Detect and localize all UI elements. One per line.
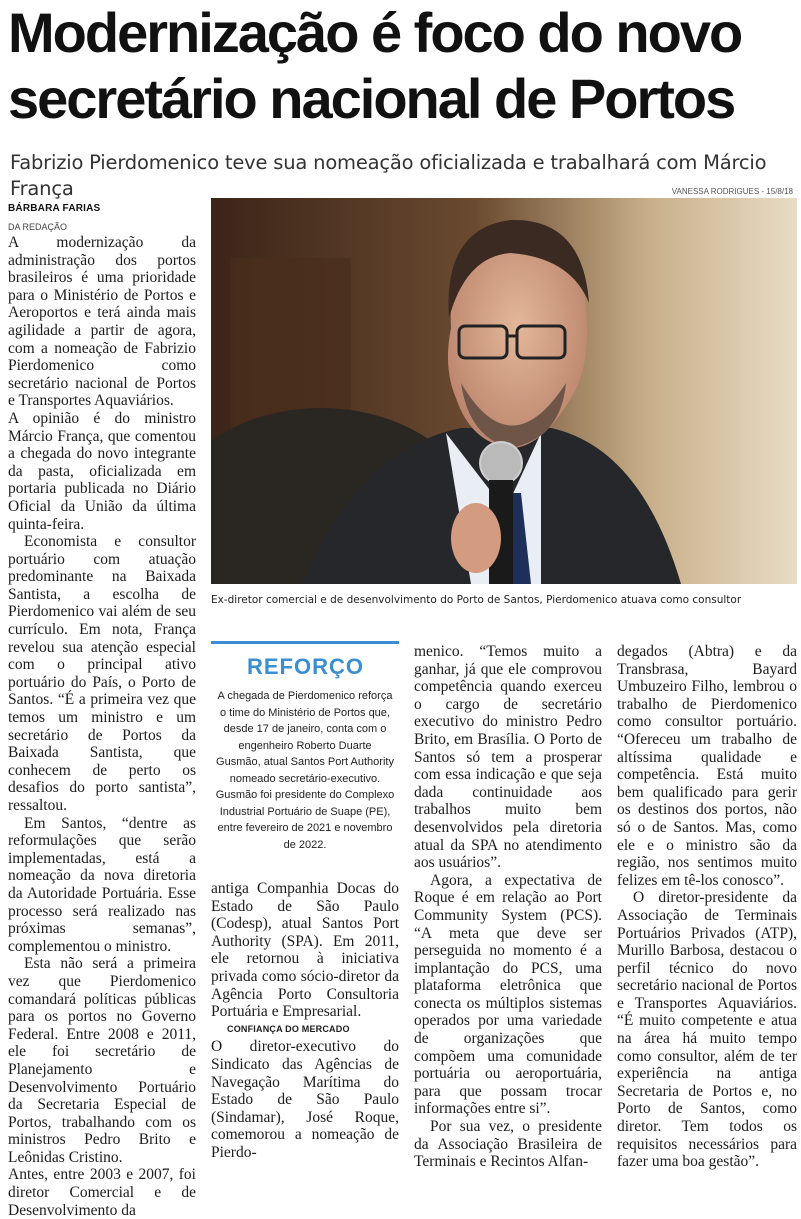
paragraph: Esta não será a primeira vez que Pierdomenico comandará políticas públicas para os portos no Governo Federal. Entre 2008 e 2011, ele foi secretário de Planejamento e Desenvolvimento Portuário da Secretaria Especial de Portos, trabalhando com os ministros Pedro Brito e Leônidas Cristino. <box>8 955 196 1166</box>
author-byline: BÁRBARA FARIAS <box>8 203 101 214</box>
paragraph: O diretor-presidente da Associação de Terminais Portuários Privados (ATP), Murillo Barbosa, destacou o perfil técnico do novo secretário nacional de Portos e Transportes Aquaviários. “É muito competente e atua na área há muito tempo como consultor, além de ter experiência na antiga Secretaria de Portos e, no Porto de Santos, como diretor. Tem todos os requisitos necessários para fazer uma boa gestão”. <box>617 889 797 1171</box>
column-4 <box>617 643 797 1171</box>
headline: Modernização é foco do novo secretário nacional de Portos <box>8 1 742 130</box>
portrait-photo-illustration <box>211 198 797 584</box>
desk-label: DA REDAÇÃO <box>8 222 68 232</box>
paragraph: O diretor-executivo do Sindicato das Agências de Navegação Marítima do Estado de São Paulo (Sindamar), José Roque, comemorou a nomeação de Pierdo- <box>211 1038 399 1161</box>
paragraph: Antes, entre 2003 e 2007, foi diretor Comercial e de Desenvolvimento da <box>8 1166 196 1219</box>
portrait-photo <box>211 198 797 584</box>
paragraph: antiga Companhia Docas do Estado de São Paulo (Codesp), atual Santos Port Authority (SPA). Em 2011, ele retornou à iniciativa privada como sócio-diretor da Agência Porto Consultoria Portuária e Empresarial. <box>211 880 399 1021</box>
paragraph: menico. “Temos muito a ganhar, já que ele comprovou competência quando exerceu o cargo de secretário executivo do ministro Pedro Brito, em Brasília. O Porto de Santos só tem a prosperar com essa indicação e que seja dada continuidade aos trabalhos muito bem desenvolvidos pela diretoria atual da SPA no atendimento aos usuários”. <box>414 643 602 872</box>
subtitle: Fabrizio Pierdomenico teve sua nomeação oficializada e trabalhará com Márcio França <box>10 151 767 200</box>
paragraph: Por sua vez, o presidente da Associação Brasileira de Terminais e Recintos Alfan- <box>414 1118 602 1171</box>
paragraph: A modernização da administração dos portos brasileiros é uma prioridade para o Ministério de Portos e Aeroportos e terá ainda mais agilidade a partir de agora, com a nomeação de Fabrizio Pierdomenico como secretário nacional de Portos e Transportes Aquaviários. <box>8 234 196 410</box>
paragraph: Em Santos, “dentre as reformulações que serão implementadas, está a nomeação da nova diretoria da Autoridade Portuária. Esse processo será realizado nas próximas semanas”, complementou o ministro. <box>8 814 196 955</box>
column-1 <box>8 234 196 1219</box>
sidebar-title: REFORÇO <box>247 654 364 679</box>
photo-credit: VANESSA RODRIGUES - 15/8/18 <box>671 187 793 196</box>
sidebar-text: A chegada de Pierdomenico reforça o time do Ministério de Portos que, desde 17 de janeiro, conta com o engenheiro Roberto Duarte Gusmão, atual Santos Port Authority nomeado secretário-executivo. Gusmão foi presidente do Complexo Industrial Portuário de Suape (PE), entre fevereiro de 2021 e novembro de 2022. <box>215 690 395 851</box>
sidebar-box <box>211 641 399 876</box>
column-2 <box>211 880 399 1162</box>
paragraph: Economista e consultor portuário com atuação predominante na Baixada Santista, a escolha de Pierdomenico vai além de seu currículo. Em nota, França revelou sua atenção especial com o principal ativo portuário do País, o Porto de Santos. “É a primeira vez que temos um ministro e um secretário de Portos da Baixada Santista, que conhecem de perto os desafios do porto santista”, ressaltou. <box>8 533 196 814</box>
paragraph: Agora, a expectativa de Roque é em relação ao Port Community System (PCS). “A meta que deve ser perseguida no momento é a implantação do PCS, uma plataforma eletrônica que conecta os múltiplos sistemas operados por uma variedade de organizações que compõem uma comunidade portuária ou aeroportuária, para que possam trocar informações entre si”. <box>414 871 602 1118</box>
paragraph: degados (Abtra) e da Transbrasa, Bayard Umbuzeiro Filho, lembrou o trabalho de Pierdomenico como consultor portuário. “Ofereceu um trabalho de altíssima qualidade e competência. Está muito bem qualificado para gerir os destinos dos portos, não só o de Santos. Mas, como ele e o ministro são da região, nos sentimos muito felizes em tê-los conosco”. <box>617 643 797 889</box>
paragraph: A opinião é do ministro Márcio França, que comentou a chegada do novo integrante da pasta, oficializada em portaria publicada no Diário Oficial da União da última quinta-feira. <box>8 409 196 533</box>
photo-caption: Ex-diretor comercial e de desenvolvimento do Porto de Santos, Pierdomenico atuava como consultor <box>211 594 742 606</box>
crosshead: CONFIANÇA DO MERCADO <box>227 1023 350 1034</box>
column-3 <box>414 643 602 1171</box>
